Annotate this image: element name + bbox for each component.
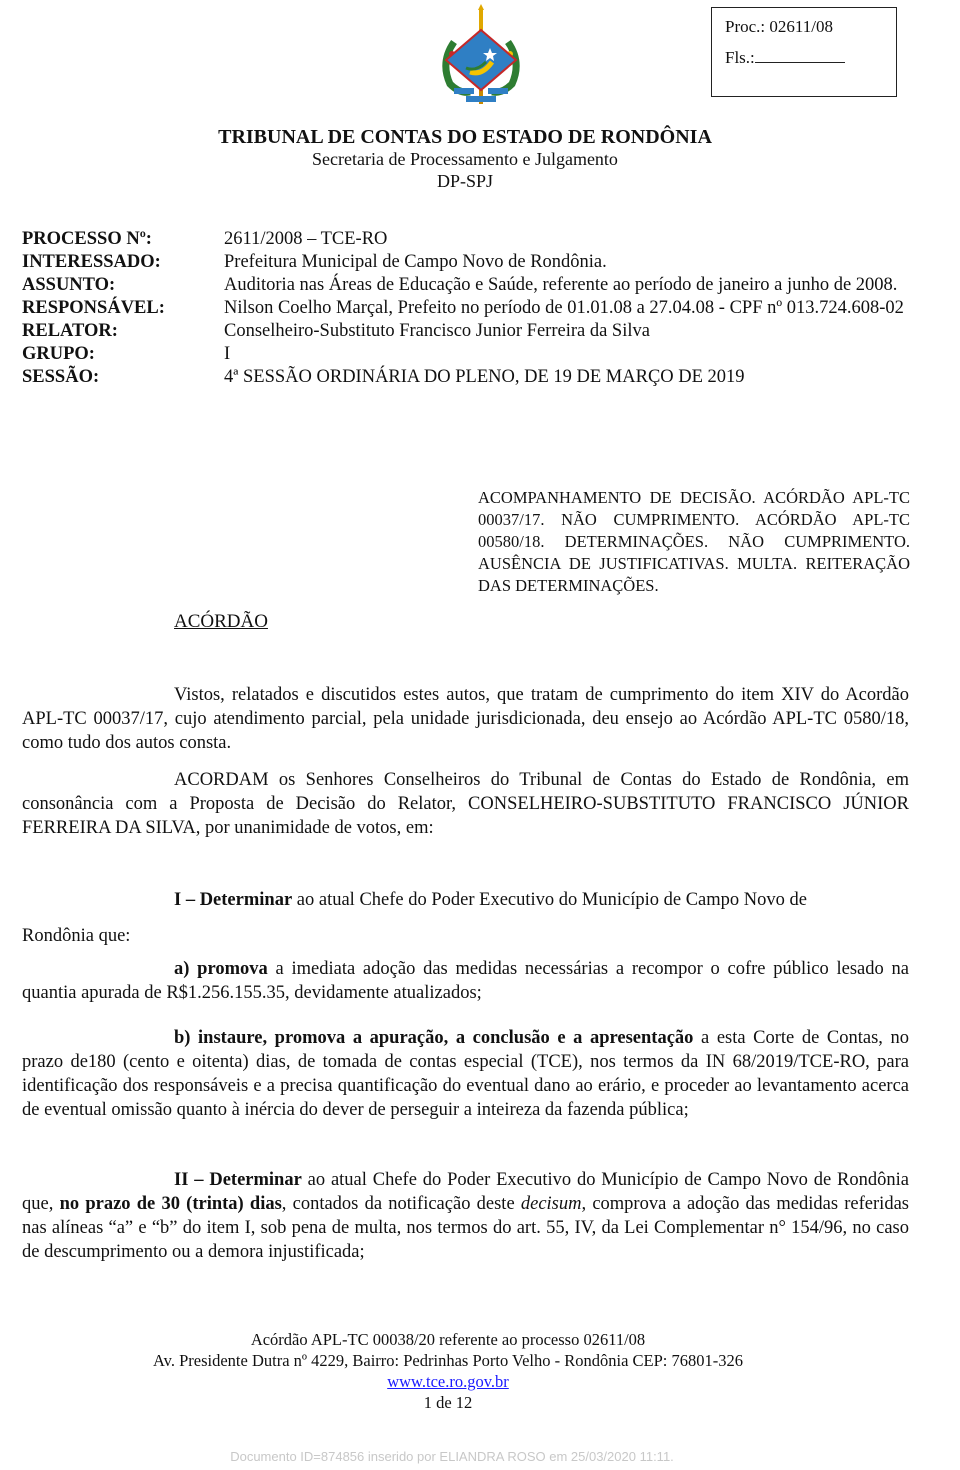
item-ii-text2: , contados da notificação deste — [281, 1194, 521, 1214]
website-link[interactable]: www.tce.ro.gov.br — [387, 1372, 509, 1391]
item-b-text: a esta Corte de Contas, no prazo de180 (cento e oitenta) dias, de tomada de contas especial (TCE), nos termos da IN 68/2019/TCE-RO, para identificação dos responsáveis e a precisa quantificação do eventual dano ao erário, e proceder ao levantamento acerca de eventual omissão quanto à inércia do dever de perseguir a inteireza da fazenda pública; — [22, 1028, 909, 1120]
meta-value: Auditoria nas Áreas de Educação e Saúde, referente ao período de janeiro a junho de 2008. — [224, 275, 898, 295]
paragraph-text: ACORDAM os Senhores Conselheiros do Tribunal de Contas do Estado de Rondônia, em consonância com a Proposta de Decisão do Relator, CONSELHEIRO-SUBSTITUTO FRANCISCO JÚNIOR FERREIRA DA SILVA, por unanimidade de votos, em: — [22, 770, 909, 838]
paragraph-acordam — [22, 768, 909, 840]
meta-value: I — [224, 344, 231, 364]
page-number: 1 de 12 — [423, 1393, 473, 1412]
document-header — [0, 126, 930, 192]
item-ii-determinar — [22, 1168, 909, 1264]
meta-label: PROCESSO Nº: — [22, 229, 152, 249]
meta-label: RELATOR: — [22, 321, 118, 341]
paragraph-text: Vistos, relatados e discutidos estes autos, que tratam de cumprimento do item XIV do Acordão APL-TC 00037/17, cujo atendimento parcial, pela unidade jurisdicionada, deu ensejo ao Acórdão APL-TC 0580/18, como tudo dos autos consta. — [22, 685, 909, 753]
item-ii-italic: decisum, — [520, 1194, 587, 1214]
document-watermark: Documento ID=874856 inserido por ELIANDRA ROSO em 25/03/2020 11:11. — [230, 1449, 674, 1464]
item-b-instaure — [22, 1026, 909, 1122]
department: DP-SPJ — [436, 171, 494, 191]
item-b-bold: b) instaure, promova a apuração, a conclusão e a apresentação — [174, 1028, 694, 1048]
meta-row-assunto — [22, 274, 912, 297]
meta-label: SESSÃO: — [22, 367, 100, 387]
footer-address: Av. Presidente Dutra nº 4229, Bairro: Pedrinhas Porto Velho - Rondônia CEP: 76801-326 — [152, 1351, 744, 1370]
meta-row-responsavel — [22, 297, 912, 320]
meta-row-sessao — [22, 366, 912, 389]
acordao-heading: ACÓRDÃO — [174, 611, 268, 632]
institution-title: TRIBUNAL DE CONTAS DO ESTADO DE RONDÔNIA — [218, 126, 712, 148]
meta-label: RESPONSÁVEL: — [22, 298, 165, 318]
meta-value: Conselheiro-Substituto Francisco Junior Ferreira da Silva — [224, 321, 650, 341]
meta-label: ASSUNTO: — [22, 275, 116, 295]
item-i-determinar — [22, 888, 909, 948]
meta-row-relator — [22, 320, 912, 343]
item-ii-text3: comprova a adoção das medidas referidas nas alíneas “a” e “b” do item I, sob pena de multa, nos termos do art. 55, IV, da Lei Complementar n° 154/96, no caso de descumprimento ou a demora injustificada; — [22, 1194, 909, 1262]
meta-value: Nilson Coelho Marçal, Prefeito no período de 01.01.08 a 27.04.08 - CPF nº 013.724.608-02 — [224, 298, 904, 318]
meta-label: INTERESSADO: — [22, 252, 161, 272]
proc-number: Proc.: 02611/08 — [725, 17, 833, 36]
item-a-promova — [22, 957, 909, 1005]
meta-value: Prefeitura Municipal de Campo Novo de Rondônia. — [224, 252, 607, 272]
meta-row-interessado — [22, 251, 912, 274]
item-i-tail: Rondônia que: — [22, 926, 131, 946]
meta-value: 4ª SESSÃO ORDINÁRIA DO PLENO, DE 19 DE MARÇO DE 2019 — [224, 367, 745, 387]
item-ii-text1: ao atual Chefe do Poder Executivo do Município de Campo Novo de Rondônia que, — [22, 1170, 909, 1214]
item-a-text: a imediata adoção das medidas necessárias a recompor o cofre público lesado na quantia apurada de R$1.256.155.35, devidamente atualizados; — [22, 959, 909, 1003]
item-ii-deadline: no prazo de 30 (trinta) dias — [59, 1194, 282, 1214]
meta-row-processo — [22, 228, 912, 251]
item-i-bold: I – Determinar — [174, 890, 293, 910]
item-a-bold: a) promova — [174, 959, 268, 979]
fls-blank-line — [755, 48, 845, 63]
meta-value: 2611/2008 – TCE-RO — [224, 229, 388, 249]
item-i-text: ao atual Chefe do Poder Executivo do Município de Campo Novo de — [292, 890, 807, 910]
page-footer — [0, 1329, 896, 1413]
paragraph-vistos — [22, 683, 909, 755]
institution-subtitle: Secretaria de Processamento e Julgamento — [312, 149, 618, 169]
folhas-field — [725, 48, 845, 68]
coat-of-arms-icon — [436, 2, 526, 114]
fls-label: Fls.: — [725, 48, 755, 67]
ementa-summary: ACOMPANHAMENTO DE DECISÃO. ACÓRDÃO APL-TC 00037/17. NÃO CUMPRIMENTO. ACÓRDÃO APL-TC 00580/18. DETERMINAÇÕES. NÃO CUMPRIMENTO. AUSÊNCIA DE JUSTIFICATIVAS. MULTA. REITERAÇÃO DAS DETERMINAÇÕES. — [478, 488, 910, 595]
meta-label: GRUPO: — [22, 344, 95, 364]
process-metadata — [22, 228, 912, 389]
meta-row-grupo — [22, 343, 912, 366]
item-ii-bold: II – Determinar — [174, 1170, 302, 1190]
process-stamp-box — [711, 7, 897, 97]
footer-reference: Acórdão APL-TC 00038/20 referente ao processo 02611/08 — [250, 1330, 646, 1349]
